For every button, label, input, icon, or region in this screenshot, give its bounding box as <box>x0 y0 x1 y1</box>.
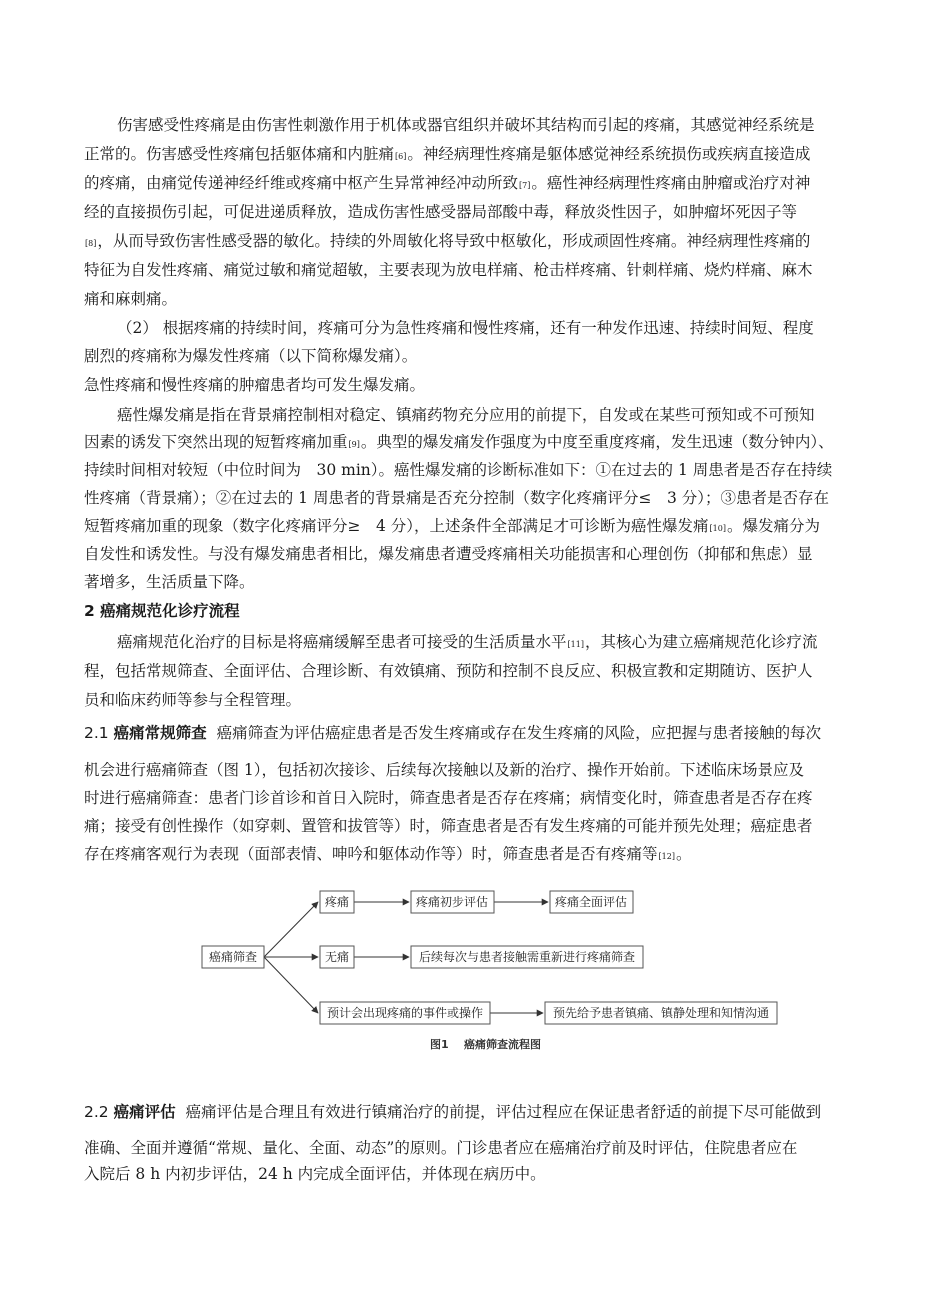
text-line: 持续时间相对较短（中位时间为 30 min）。癌性爆发痛的诊断标准如下：①在过去的 1 周患者是否存在持续 <box>84 461 833 479</box>
initial-assessment-label: 疼痛初步评估 <box>415 895 489 909</box>
citation-ref: [10] <box>709 524 726 533</box>
text-line <box>84 515 820 540</box>
text-line <box>84 172 810 197</box>
citation-ref: [9] <box>348 440 360 449</box>
text-span: 。爆发痛分为 <box>726 517 820 535</box>
text-line <box>84 143 810 168</box>
text-line <box>117 631 817 656</box>
subsection-number: 2.1 <box>84 724 114 742</box>
preemptive-label: 预先给予患者镇痛、镇静处理和知情沟通 <box>552 1006 770 1020</box>
citation-ref: [8] <box>85 239 97 248</box>
text-line: 癌性爆发痛是指在背景痛控制相对稳定、镇痛药物充分应用的前提下，自发或在某些可预知或不可预知 <box>117 406 815 424</box>
text-line <box>84 230 810 255</box>
citation-ref: [11] <box>567 640 584 649</box>
text-line: 痛；接受有创性操作（如穿刺、置管和拔管等）时，筛查患者是否有发生疼痛的可能并预先处理；癌症患者 <box>84 817 813 835</box>
subsection-title: 癌痛常规筛查 <box>113 724 207 742</box>
root-label: 癌痛筛查 <box>208 950 258 964</box>
pain-label: 疼痛 <box>324 895 350 909</box>
text-line: 剧烈的疼痛称为爆发性疼痛（以下简称爆发痛）。 <box>84 347 418 365</box>
text-line <box>84 843 691 868</box>
text-span: 因素的诱发下突然出现的短暂疼痛加重 <box>84 433 348 451</box>
text-line: 经的直接损伤引起，可促进递质释放，造成伤害性感受器局部酸中毒，释放炎性因子，如肿瘤坏死因子等 <box>84 203 798 221</box>
text-span: 的疼痛，由痛觉传递神经纤维或疼痛中枢产生异常神经冲动所致 <box>84 174 519 192</box>
text-line: 程，包括常规筛查、全面评估、合理诊断、有效镇痛、预防和控制不良反应、积极宣教和定期随访、医护人 <box>84 662 813 680</box>
text-line: 急性疼痛和慢性疼痛的肿瘤患者均可发生爆发痛。 <box>84 376 426 394</box>
text-line: 伤害感受性疼痛是由伤害性刺激作用于机体或器官组织并破坏其结构而引起的疼痛，其感觉神经系统是 <box>117 116 815 134</box>
citation-ref: [6] <box>395 152 407 161</box>
text-line: 特征为自发性疼痛、痛觉过敏和痛觉超敏，主要表现为放电样痛、枪击样疼痛、针刺样痛、烧灼样痛、麻木 <box>84 261 813 279</box>
subsection-title: 癌痛评估 <box>113 1103 176 1121</box>
text-span: 癌痛评估是合理且有效进行镇痛治疗的前提，评估过程应在保证患者舒适的前提下尽可能做到 <box>185 1103 822 1121</box>
screening-flowchart <box>196 880 801 1060</box>
text-span: 短暂疼痛加重的现象（数字化疼痛评分≥ 4 分），上述条件全部满足才可诊断为癌性爆发痛 <box>84 517 709 535</box>
text-span: ，其核心为建立癌痛规范化诊疗流 <box>584 633 818 651</box>
figure-caption-number: 图1 <box>430 1038 449 1051</box>
text-line: 自发性和诱发性。与没有爆发痛患者相比，爆发痛患者遭受疼痛相关功能损害和心理创伤（抑郁和焦虑）显 <box>84 545 813 563</box>
text-span: 存在疼痛客观行为表现（面部表情、呻吟和躯体动作等）时，筛查患者是否有疼痛等 <box>84 845 658 863</box>
text-line: 痛和麻刺痛。 <box>84 290 178 308</box>
text-line: 时进行癌痛筛查：患者门诊首诊和首日入院时，筛查患者是否存在疼痛；病情变化时，筛查患者是否存在疼 <box>84 789 813 807</box>
text-line <box>84 722 821 744</box>
text-line: （2） 根据疼痛的持续时间，疼痛可分为急性疼痛和慢性疼痛，还有一种发作迅速、持续时间短、程度 <box>117 319 814 337</box>
anticipated-event-label: 预计会出现疼痛的事件或操作 <box>326 1006 484 1020</box>
text-span: ，从而导致伤害性感受器的敏化。持续的外周敏化将导致中枢敏化，形成顽固性疼痛。神经病理性疼痛的 <box>97 232 811 250</box>
citation-ref: [12] <box>658 852 675 861</box>
text-line <box>84 431 834 456</box>
text-line: 准确、全面并遵循“常规、量化、全面、动态”的原则。门诊患者应在癌痛治疗前及时评估，住院患者应在 <box>84 1139 798 1157</box>
text-line: 机会进行癌痛筛查（图 1），包括初次接诊、后续每次接触以及新的治疗、操作开始前。下述临床场景应及 <box>84 761 805 779</box>
text-line: 性疼痛（背景痛）；②在过去的 1 周患者的背景痛是否充分控制（数字化疼痛评分≤ 3 分）；③患者是否存在 <box>84 489 829 507</box>
text-span: 。神经病理性疼痛是躯体感觉神经系统损伤或疾病直接造成 <box>407 145 811 163</box>
text-line: 著增多，生活质量下降。 <box>84 573 255 591</box>
figure-caption-text: 癌痛筛查流程图 <box>464 1038 541 1051</box>
text-line <box>84 1101 821 1123</box>
text-span: 癌痛规范化治疗的目标是将癌痛缓解至患者可接受的生活质量水平 <box>117 633 567 651</box>
no-pain-label: 无痛 <box>324 950 350 964</box>
arrow-to-anticipated <box>264 957 318 1013</box>
subsection-number: 2.2 <box>84 1103 114 1121</box>
text-line: 员和临床药师等参与全程管理。 <box>84 691 302 709</box>
citation-ref: [7] <box>519 181 531 190</box>
text-span: 癌痛筛查为评估癌症患者是否发生疼痛或存在发生疼痛的风险，应把握与患者接触的每次 <box>216 724 822 742</box>
full-assessment-label: 疼痛全面评估 <box>554 895 628 909</box>
section-heading: 2 癌痛规范化诊疗流程 <box>84 602 240 620</box>
text-span: 。典型的爆发痛发作强度为中度至重度疼痛，发生迅速（数分钟内）、 <box>360 433 834 451</box>
text-span: 。 <box>675 845 692 863</box>
text-span: 正常的。伤害感受性疼痛包括躯体痛和内脏痛 <box>84 145 395 163</box>
text-span: 。癌性神经病理性疼痛由肿瘤或治疗对神 <box>531 174 811 192</box>
arrow-to-pain <box>264 902 318 957</box>
rescreen-label: 后续每次与患者接触需重新进行疼痛筛查 <box>418 950 636 964</box>
text-line: 入院后 8 h 内初步评估，24 h 内完成全面评估，并体现在病历中。 <box>84 1165 546 1183</box>
